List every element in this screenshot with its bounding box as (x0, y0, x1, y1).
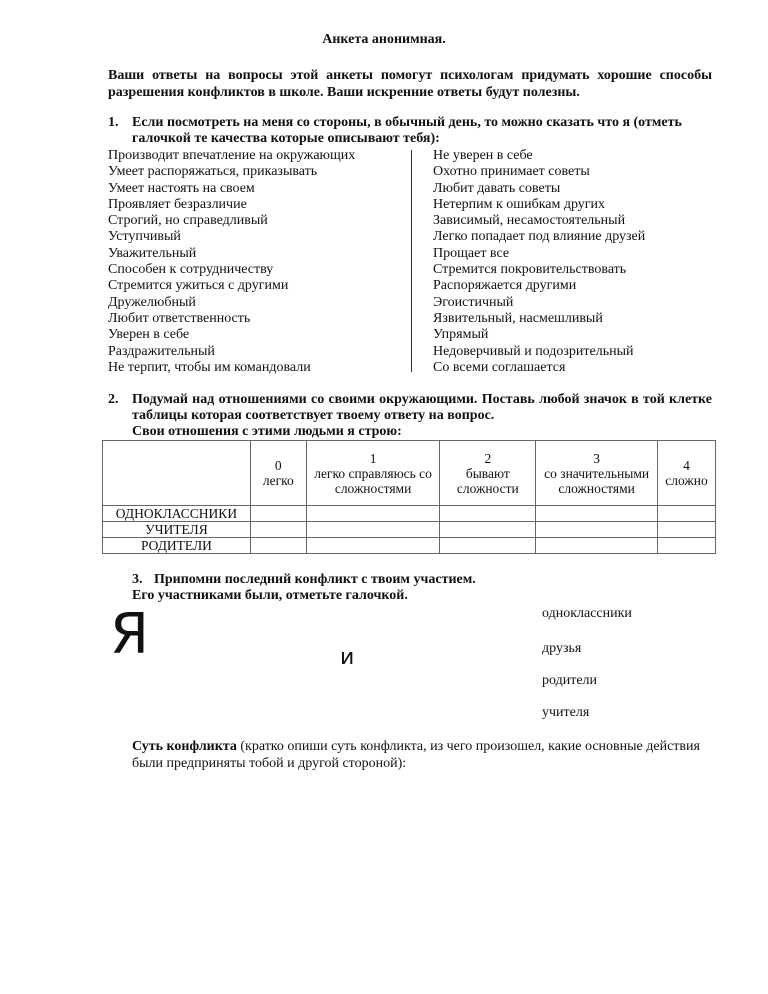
trait-item[interactable]: Стремится ужиться с другими (108, 278, 289, 294)
trait-item[interactable]: Любит давать советы (433, 180, 561, 196)
row-label: ОДНОКЛАССНИКИ (103, 506, 251, 522)
trait-item[interactable]: Легко попадает под влияние друзей (433, 229, 646, 245)
answer-cell[interactable] (250, 538, 306, 554)
trait-item[interactable]: Язвительный, насмешливый (433, 310, 603, 326)
trait-item[interactable]: Не уверен в себе (433, 148, 533, 163)
table-header-row (103, 441, 716, 506)
intro-paragraph: Ваши ответы на вопросы этой анкеты помогут психологам придумать хорошие способы разрешения конфликтов в школе. Ваши искренние ответы будут полезны. (108, 68, 712, 100)
trait-item[interactable]: Способен к сотрудничеству (108, 262, 274, 278)
trait-item[interactable]: Прощает все (433, 245, 510, 261)
participant-option-classmates[interactable]: одноклассники (542, 606, 632, 621)
trait-item[interactable]: Любит ответственность (108, 310, 251, 326)
participant-option-parents[interactable]: родители (542, 673, 598, 688)
question-3-number: 3. (132, 572, 143, 587)
answer-cell[interactable] (536, 522, 658, 538)
question-1-text: Если посмотреть на меня со стороны, в обычный день, то можно сказать что я (отметь галочкой те качества которые описывают тебя): (132, 115, 682, 146)
column-header: 3 со значительными сложностями (536, 441, 658, 506)
column-header: 1 легко справляюсь со сложностями (306, 441, 440, 506)
question-3 (132, 572, 632, 604)
question-2-number: 2. (108, 392, 119, 407)
trait-item[interactable]: Недоверчивый и подозрительный (433, 343, 634, 359)
conflict-answer-area[interactable] (108, 780, 712, 970)
relations-table (102, 440, 716, 554)
answer-cell[interactable] (658, 506, 716, 522)
page-title: Анкета анонимная. (322, 32, 446, 47)
trait-item[interactable]: Зависимый, несамостоятельный (433, 213, 626, 229)
conjunction: и (340, 645, 355, 670)
trait-item[interactable]: Охотно принимает советы (433, 164, 590, 180)
trait-item[interactable]: Раздражительный (108, 343, 215, 359)
answer-cell[interactable] (306, 522, 440, 538)
trait-item[interactable]: Строгий, но справедливый (108, 213, 268, 229)
trait-item[interactable]: Эгоистичный (433, 294, 514, 310)
trait-item[interactable]: Проявляет безразличие (108, 196, 247, 212)
answer-cell[interactable] (250, 522, 306, 538)
answer-cell[interactable] (250, 506, 306, 522)
question-3-line-2: Его участниками были, отметьте галочкой. (132, 588, 408, 603)
table-row (103, 522, 716, 538)
column-header: 4 сложно (658, 441, 716, 506)
table-row (103, 538, 716, 554)
answer-cell[interactable] (440, 506, 536, 522)
trait-item[interactable]: Уверен в себе (108, 327, 190, 343)
answer-cell[interactable] (306, 506, 440, 522)
column-divider (411, 150, 412, 372)
row-label: УЧИТЕЛЯ (103, 522, 251, 538)
trait-item[interactable]: Нетерпим к ошибкам других (433, 196, 606, 212)
row-label: РОДИТЕЛИ (103, 538, 251, 554)
answer-cell[interactable] (440, 522, 536, 538)
answer-cell[interactable] (658, 522, 716, 538)
trait-item[interactable]: Распоряжается другими (433, 278, 577, 294)
trait-item[interactable]: Умеет распоряжаться, приказывать (108, 164, 318, 180)
self-letter: Я (110, 602, 149, 667)
traits-list-left (108, 148, 408, 376)
column-header: 2 бывают сложности (440, 441, 536, 506)
question-2-text: Подумай над отношениями со своими окружающими. Поставь любой значок в той клетке таблицы которая соответствует твоему ответу на вопрос. (132, 392, 712, 423)
trait-item[interactable]: Умеет настоять на своем (108, 180, 255, 196)
question-2-subtitle: Свои отношения с этими людьми я строю: (132, 424, 402, 439)
trait-item[interactable]: Не терпит, чтобы им командовали (108, 359, 311, 375)
trait-item[interactable]: Упрямый (433, 327, 489, 343)
participant-option-friends[interactable]: друзья (542, 641, 582, 656)
trait-item[interactable]: Со всеми соглашается (433, 359, 566, 375)
traits-list-right (433, 148, 723, 376)
answer-cell[interactable] (658, 538, 716, 554)
participant-option-teachers[interactable]: учителя (542, 705, 590, 720)
trait-item[interactable]: Производит впечатление на окружающих (108, 148, 356, 163)
trait-item[interactable]: Стремится покровительствовать (433, 262, 627, 278)
conflict-essence-label: Суть конфликта (132, 739, 237, 754)
answer-cell[interactable] (306, 538, 440, 554)
answer-cell[interactable] (440, 538, 536, 554)
answer-cell[interactable] (536, 506, 658, 522)
question-3-line-1: Припомни последний конфликт с твоим участием. (154, 572, 476, 587)
answer-cell[interactable] (536, 538, 658, 554)
conflict-essence-text: (кратко опиши суть конфликта, из чего произошел, какие основные действия были предприняты тобой и другой стороной): (132, 739, 700, 771)
trait-item[interactable]: Дружелюбный (108, 294, 196, 310)
table-corner-cell (103, 441, 251, 506)
conflict-essence (132, 738, 712, 772)
trait-item[interactable]: Уважительный (108, 245, 197, 261)
trait-item[interactable]: Уступчивый (108, 229, 181, 245)
table-row (103, 506, 716, 522)
question-1-number: 1. (108, 115, 119, 130)
column-header: 0 легко (250, 441, 306, 506)
